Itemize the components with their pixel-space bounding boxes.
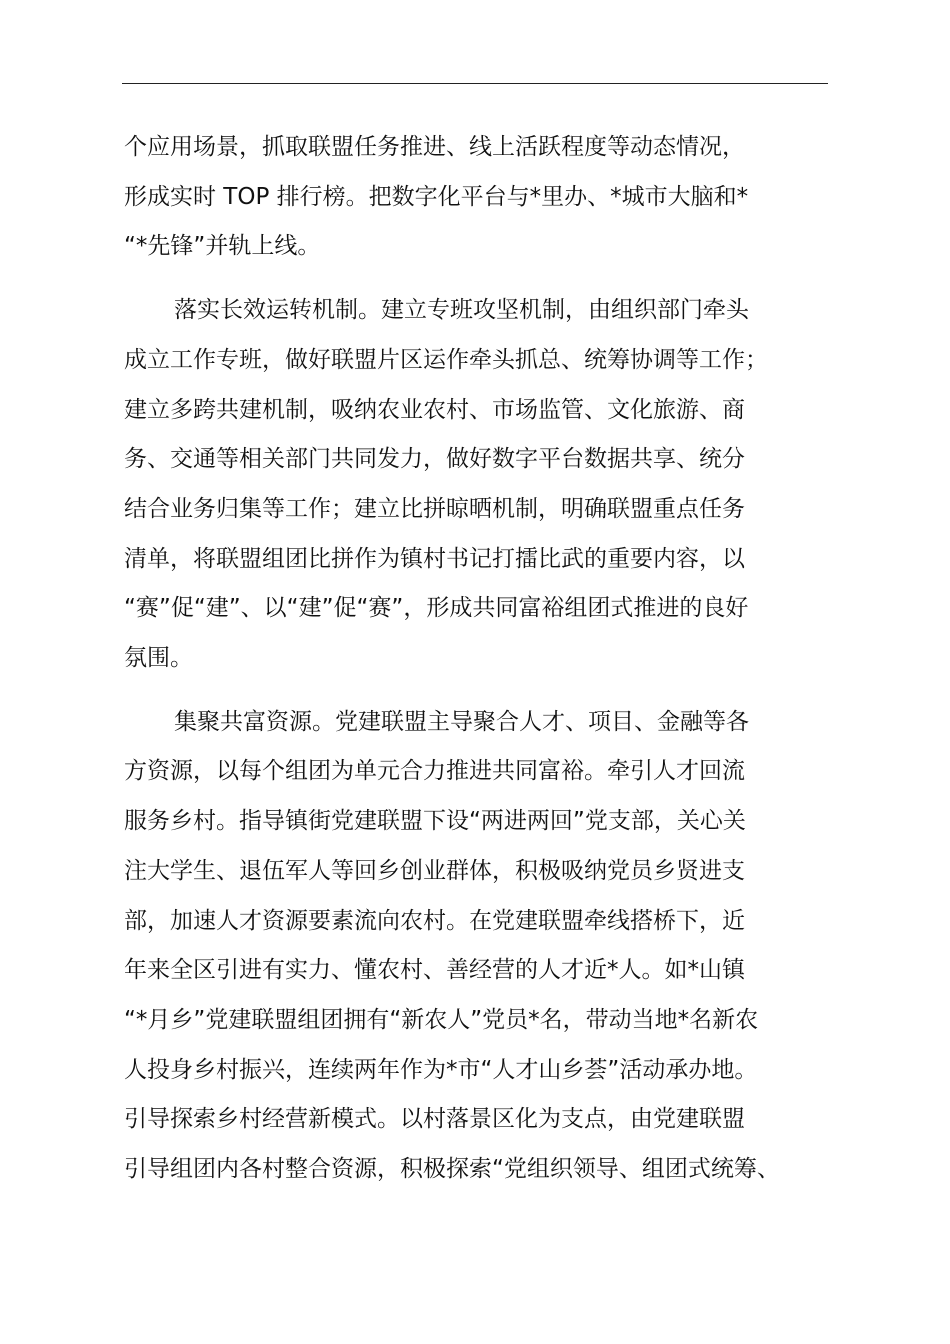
paragraph-3 (124, 698, 834, 1195)
text-line: 年来全区引进有实力、懂农村、善经营的人才近*人。如*山镇 (124, 957, 745, 984)
text-line: 集聚共富资源。党建联盟主导聚合人才、项目、金融等各 (174, 708, 749, 735)
text-line: 清单，将联盟组团比拼作为镇村书记打擂比武的重要内容，以 (124, 545, 745, 572)
text-line: 建立多跨共建机制，吸纳农业农村、市场监管、文化旅游、商 (124, 396, 745, 423)
text-line: 方资源，以每个组团为单元合力推进共同富裕。牵引人才回流 (124, 758, 745, 785)
text-line: 结合业务归集等工作；建立比拼晾晒机制，明确联盟重点任务 (124, 495, 745, 522)
header-rule (122, 83, 828, 84)
paragraph-1 (124, 123, 834, 272)
text-line: 引导探索乡村经营新模式。以村落景区化为支点，由党建联盟 (124, 1106, 745, 1133)
text-line: 引导组团内各村整合资源，积极探索“党组织领导、组团式统筹、 (124, 1156, 780, 1183)
text-line: 注大学生、退伍军人等回乡创业群体，积极吸纳党员乡贤进支 (124, 857, 745, 884)
text-line: 形成实时 TOP 排行榜。把数字化平台与*里办、*城市大脑和* (124, 183, 749, 210)
text-line: 个应用场景，抓取联盟任务推进、线上活跃程度等动态情况， (124, 134, 745, 160)
text-line: 成立工作专班，做好联盟片区运作牵头抓总、统筹协调等工作； (124, 346, 768, 373)
text-line: 氛围。 (124, 645, 193, 672)
text-line: 部，加速人才资源要素流向农村。在党建联盟牵线搭桥下，近 (124, 907, 745, 934)
text-line: “*月乡”党建联盟组团拥有“新农人”党员*名，带动当地*名新农 (124, 1006, 759, 1033)
paragraph-2 (124, 286, 834, 684)
text-line: 务、交通等相关部门共同发力，做好数字平台数据共享、统分 (124, 446, 745, 473)
document-body (124, 123, 834, 1209)
text-line: 服务乡村。指导镇街党建联盟下设“两进两回”党支部，关心关 (124, 808, 746, 835)
text-line: 人投身乡村振兴，连续两年作为*市“人才山乡荟”活动承办地。 (124, 1056, 758, 1083)
text-line: 落实长效运转机制。建立专班攻坚机制，由组织部门牵头 (174, 297, 749, 324)
text-line: “赛”促“建”、以“建”促“赛”，形成共同富裕组团式推进的良好 (124, 595, 749, 622)
text-line: “*先锋”并轨上线。 (124, 233, 321, 260)
